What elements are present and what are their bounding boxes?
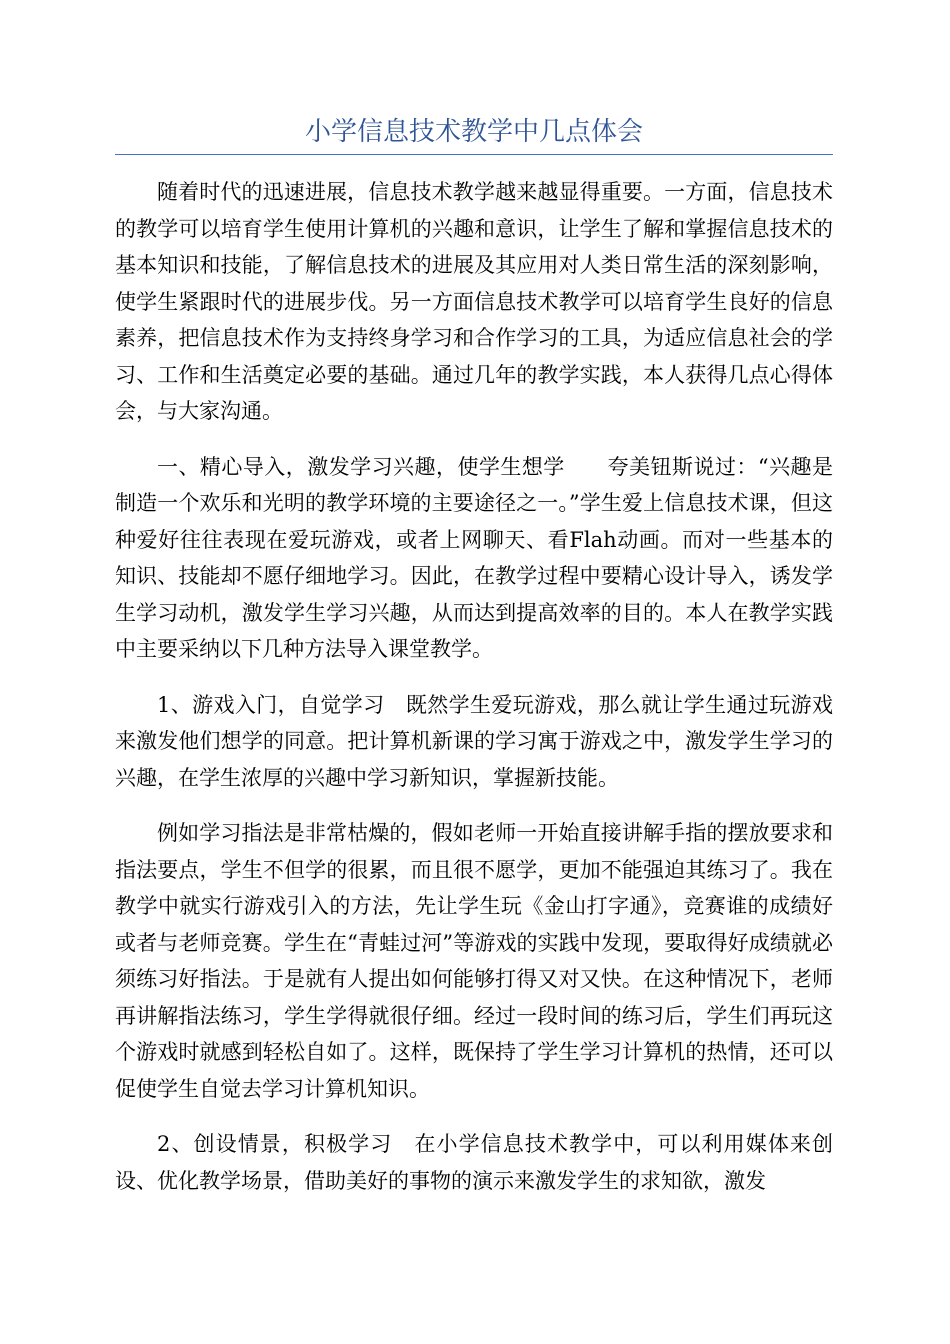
paragraph-section-1: 一、精心导入，激发学习兴趣，使学生想学 夸美钮斯说过：“兴趣是制造一个欢乐和光明的教学环境的主要途径之一。”学生爱上信息技术课，但这种爱好往往表现在爱玩游戏，或者上网聊天、看Flah动画。而对一些基本的知识、技能却不愿仔细地学习。因此，在教学过程中要精心设计导入，诱发学生学习动机，激发学生学习兴趣，从而达到提高效率的目的。本人在教学实践中主要采纳以下几种方法导入课堂教学。 (115, 454, 833, 661)
paragraph-method-2: 2、创设情景，积极学习 在小学信息技术教学中，可以利用媒体来创设、优化教学场景，借助美好的事物的演示来激发学生的求知欲，激发 (115, 1132, 833, 1193)
paragraph-method-1: 1、游戏入门，自觉学习 既然学生爱玩游戏，那么就让学生通过玩游戏来激发他们想学的同意。把计算机新课的学习寓于游戏之中，激发学生学习的兴趣，在学生浓厚的兴趣中学习新知识，掌握新技能。 (115, 692, 833, 790)
paragraph-example: 例如学习指法是非常枯燥的，假如老师一开始直接讲解手指的摆放要求和指法要点，学生不但学的很累，而且很不愿学，更加不能强迫其练习了。我在教学中就实行游戏引入的方法，先让学生玩《金山打字通》，竞赛谁的成绩好或者与老师竞赛。学生在“青蛙过河”等游戏的实践中发现，要取得好成绩就必须练习好指法。于是就有人提出如何能够打得又对又快。在这种情况下，老师再讲解指法练习，学生学得就很仔细。经过一段时间的练习后，学生们再玩这个游戏时就感到轻松自如了。这样，既保持了学生学习计算机的热情，还可以促使学生自觉去学习计算机知识。 (115, 821, 833, 1101)
document-title: 小学信息技术教学中几点体会 (304, 117, 643, 147)
paragraph-intro: 随着时代的迅速进展，信息技术教学越来越显得重要。一方面，信息技术的教学可以培育学生使用计算机的兴趣和意识，让学生了解和掌握信息技术的基本知识和技能，了解信息技术的进展及其应用对人类日常生活的深刻影响，使学生紧跟时代的进展步伐。另一方面信息技术教学可以培育学生良好的信息素养，把信息技术作为支持终身学习和合作学习的工具，为适应信息社会的学习、工作和生活奠定必要的基础。通过几年的教学实践，本人获得几点心得体会，与大家沟通。 (115, 180, 833, 423)
title-underline (115, 154, 833, 155)
document-body (115, 174, 833, 1218)
